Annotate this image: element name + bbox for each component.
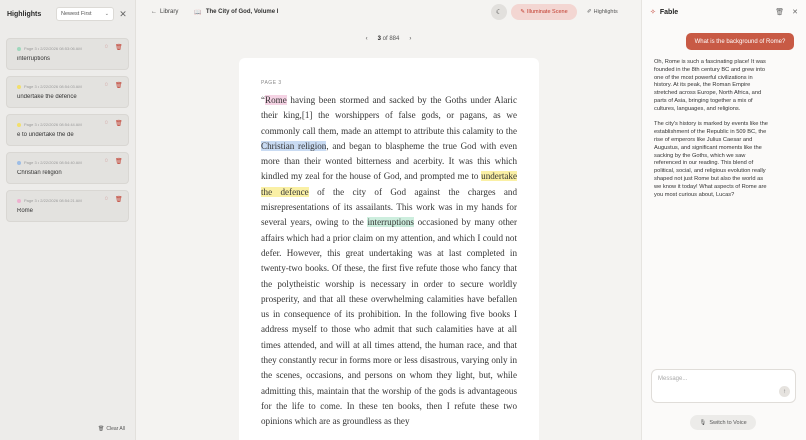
- highlight-text: interruptions: [17, 56, 51, 62]
- highlight-mark-pink[interactable]: Rome: [265, 95, 287, 105]
- book-title-text: The City of God, Volume I: [205, 9, 279, 15]
- highlight-card[interactable]: [6, 190, 129, 222]
- trash-icon[interactable]: 🗑: [115, 159, 123, 165]
- highlight-color-dot: [17, 85, 21, 89]
- chat-panel: [641, 0, 806, 440]
- trash-icon[interactable]: 🗑: [115, 45, 123, 51]
- message-input-placeholder[interactable]: Message...: [658, 376, 688, 382]
- message-composer[interactable]: [651, 369, 796, 403]
- highlight-meta: Page 3 • 2/22/2026 08:54:03 AM: [24, 84, 82, 89]
- highlight-card[interactable]: [6, 152, 129, 184]
- highlights-button[interactable]: [587, 4, 618, 20]
- comment-icon[interactable]: ◌: [104, 158, 109, 164]
- moon-icon: ☾: [495, 9, 503, 16]
- user-message-bubble: [686, 33, 794, 50]
- assistant-paragraph: The city's history is marked by events like the establishment of the Republic in 509 BC, the rise of emperors like Julius Caesar and Augustus, and significant moments like the sacking by the Goths, which we saw referenced in our reading. This blend of political, social, and religious evolution really shaped not just Rome but also the world as we know it today! What aspects of Rome are you most curious about, Lucas?: [654, 121, 768, 198]
- chevron-right-icon[interactable]: ›: [409, 36, 412, 42]
- trash-icon[interactable]: 🗑: [115, 197, 123, 203]
- book-title: [194, 9, 278, 16]
- text-span: occasioned by many other affairs which had a prior claim on my attention, and which I could not defer. However, this great undertaking was at last completed in twenty-two books. Of these, the first five refute those who fancy that the polytheistic worship is necessary in order to secure worldly prosperity, and that all these overwhelming calamities have befallen us in consequence of its prohibition. In the following five books I address myself to those who admit that such calamities have at all times attended, and will at all times attend, the human race, and that they constantly recur in forms more or less disastrous, varying only in the scenes, occasions, and persons on whom they light, but, while admitting this, maintain that the worship of the gods is advantageous for the life to come. In these ten books, then I refute these two opinions which are as groundless as they: [261, 217, 517, 427]
- trash-icon[interactable]: 🗑: [115, 121, 123, 127]
- highlights-panel: [0, 0, 136, 440]
- highlight-meta: Page 3 • 2/22/2026 08:54:44 AM: [24, 122, 82, 127]
- text-span: , and began to blaspheme the true God with even more than their wonted bitterness and acerbity. It was this which kindled my zeal for the house of God, and prompted me to: [261, 140, 518, 182]
- page-text[interactable]: [261, 93, 517, 430]
- highlight-color-dot: [17, 47, 21, 51]
- page-navigation: [137, 36, 640, 42]
- highlight-card[interactable]: [6, 38, 129, 70]
- back-to-library-button[interactable]: [151, 9, 178, 15]
- highlight-meta: Page 3 • 2/22/2026 08:54:21 AM: [24, 198, 82, 203]
- reader-area: [137, 0, 640, 440]
- send-arrow-icon[interactable]: ↑: [779, 386, 790, 397]
- total-pages: 884: [389, 36, 400, 42]
- highlight-meta: Page 3 • 2/22/2026 08:53:06 AM: [24, 46, 82, 51]
- page-label: PAGE 3: [261, 80, 282, 86]
- highlight-text: undertake the defence: [17, 94, 77, 100]
- highlight-color-dot: [17, 123, 21, 127]
- sparkle-icon: ✧: [650, 9, 656, 16]
- current-page: 3: [377, 36, 381, 42]
- sort-order-value: Newest First: [61, 11, 92, 17]
- book-icon: 📖: [194, 9, 202, 16]
- comment-icon[interactable]: ◌: [104, 44, 109, 50]
- text-span: of the city of God against the charges and misrepresentations of its assailants. This work was in my hands for several years, owing to the: [261, 186, 518, 228]
- text-span: “: [261, 95, 266, 105]
- highlights-panel-header: [0, 0, 135, 28]
- reader-toolbar: [137, 0, 640, 24]
- trash-icon: 🗑: [98, 426, 105, 432]
- page-of: of: [382, 36, 388, 42]
- highlight-mark-green[interactable]: interruptions: [367, 217, 414, 228]
- assistant-paragraph: Oh, Rome is such a fascinating place! It was founded in the 8th century BC and grew into one of the most powerful civilizations in history. At its peak, the Roman Empire stretched across Europe, North Africa, and parts of Asia, bringing together a mix of cultures, languages, and religions.: [654, 59, 766, 112]
- chat-title: Fable: [659, 8, 679, 16]
- highlight-text: Christian religion: [17, 170, 62, 176]
- sort-order-select[interactable]: [56, 7, 114, 21]
- trash-icon[interactable]: 🗑: [115, 83, 123, 89]
- comment-icon[interactable]: ◌: [104, 82, 109, 88]
- user-message-text: What is the background of Rome?: [694, 38, 786, 45]
- illuminate-scene-button[interactable]: [511, 4, 577, 20]
- highlight-color-dot: [17, 161, 21, 165]
- highlight-card[interactable]: [6, 114, 129, 146]
- back-label: Library: [160, 9, 179, 15]
- close-icon[interactable]: ✕: [119, 8, 127, 19]
- clear-all-button[interactable]: [98, 426, 125, 432]
- highlights-list: [0, 28, 135, 222]
- highlight-text: Rome: [17, 208, 34, 214]
- chevron-left-icon[interactable]: ‹: [365, 36, 368, 42]
- illuminate-label: Illuminate Scene: [526, 9, 568, 15]
- highlights-panel-title: Highlights: [7, 10, 42, 18]
- chevron-down-icon: ⌄: [104, 11, 109, 17]
- highlight-mark-yellow[interactable]: undertake the defence: [261, 171, 517, 197]
- arrow-left-icon: ←: [151, 9, 157, 15]
- highlight-text: e to undertake the de: [17, 132, 74, 138]
- wand-icon: ✎: [520, 9, 525, 15]
- highlight-card[interactable]: [6, 76, 129, 108]
- close-icon[interactable]: ✕: [792, 9, 798, 16]
- book-page: [239, 58, 539, 440]
- highlighter-icon: ✐: [587, 9, 592, 15]
- chat-header: [642, 0, 806, 24]
- highlights-button-label: Highlights: [593, 9, 618, 15]
- comment-icon[interactable]: ◌: [104, 196, 109, 202]
- trash-icon[interactable]: 🗑: [775, 9, 785, 16]
- text-span: having been stormed and sacked by the Goths under Alaric their king,[1] the worshippers of false gods, or pagans, as we commonly call them, made an attempt to attribute this calamity to the: [261, 95, 517, 136]
- assistant-message: [654, 59, 769, 207]
- switch-to-voice-label: Switch to Voice: [709, 419, 747, 426]
- microphone-icon: 🎙: [699, 419, 707, 426]
- highlight-mark-blue[interactable]: Christian religion: [261, 140, 327, 151]
- highlight-color-dot: [17, 199, 21, 203]
- highlight-meta: Page 3 • 2/22/2026 08:54:40 AM: [24, 160, 82, 165]
- page-indicator: [378, 36, 400, 42]
- comment-icon[interactable]: ◌: [104, 120, 109, 126]
- clear-all-label: Clear All: [106, 426, 125, 432]
- switch-to-voice-button[interactable]: [690, 415, 756, 430]
- theme-toggle-button[interactable]: [491, 4, 507, 20]
